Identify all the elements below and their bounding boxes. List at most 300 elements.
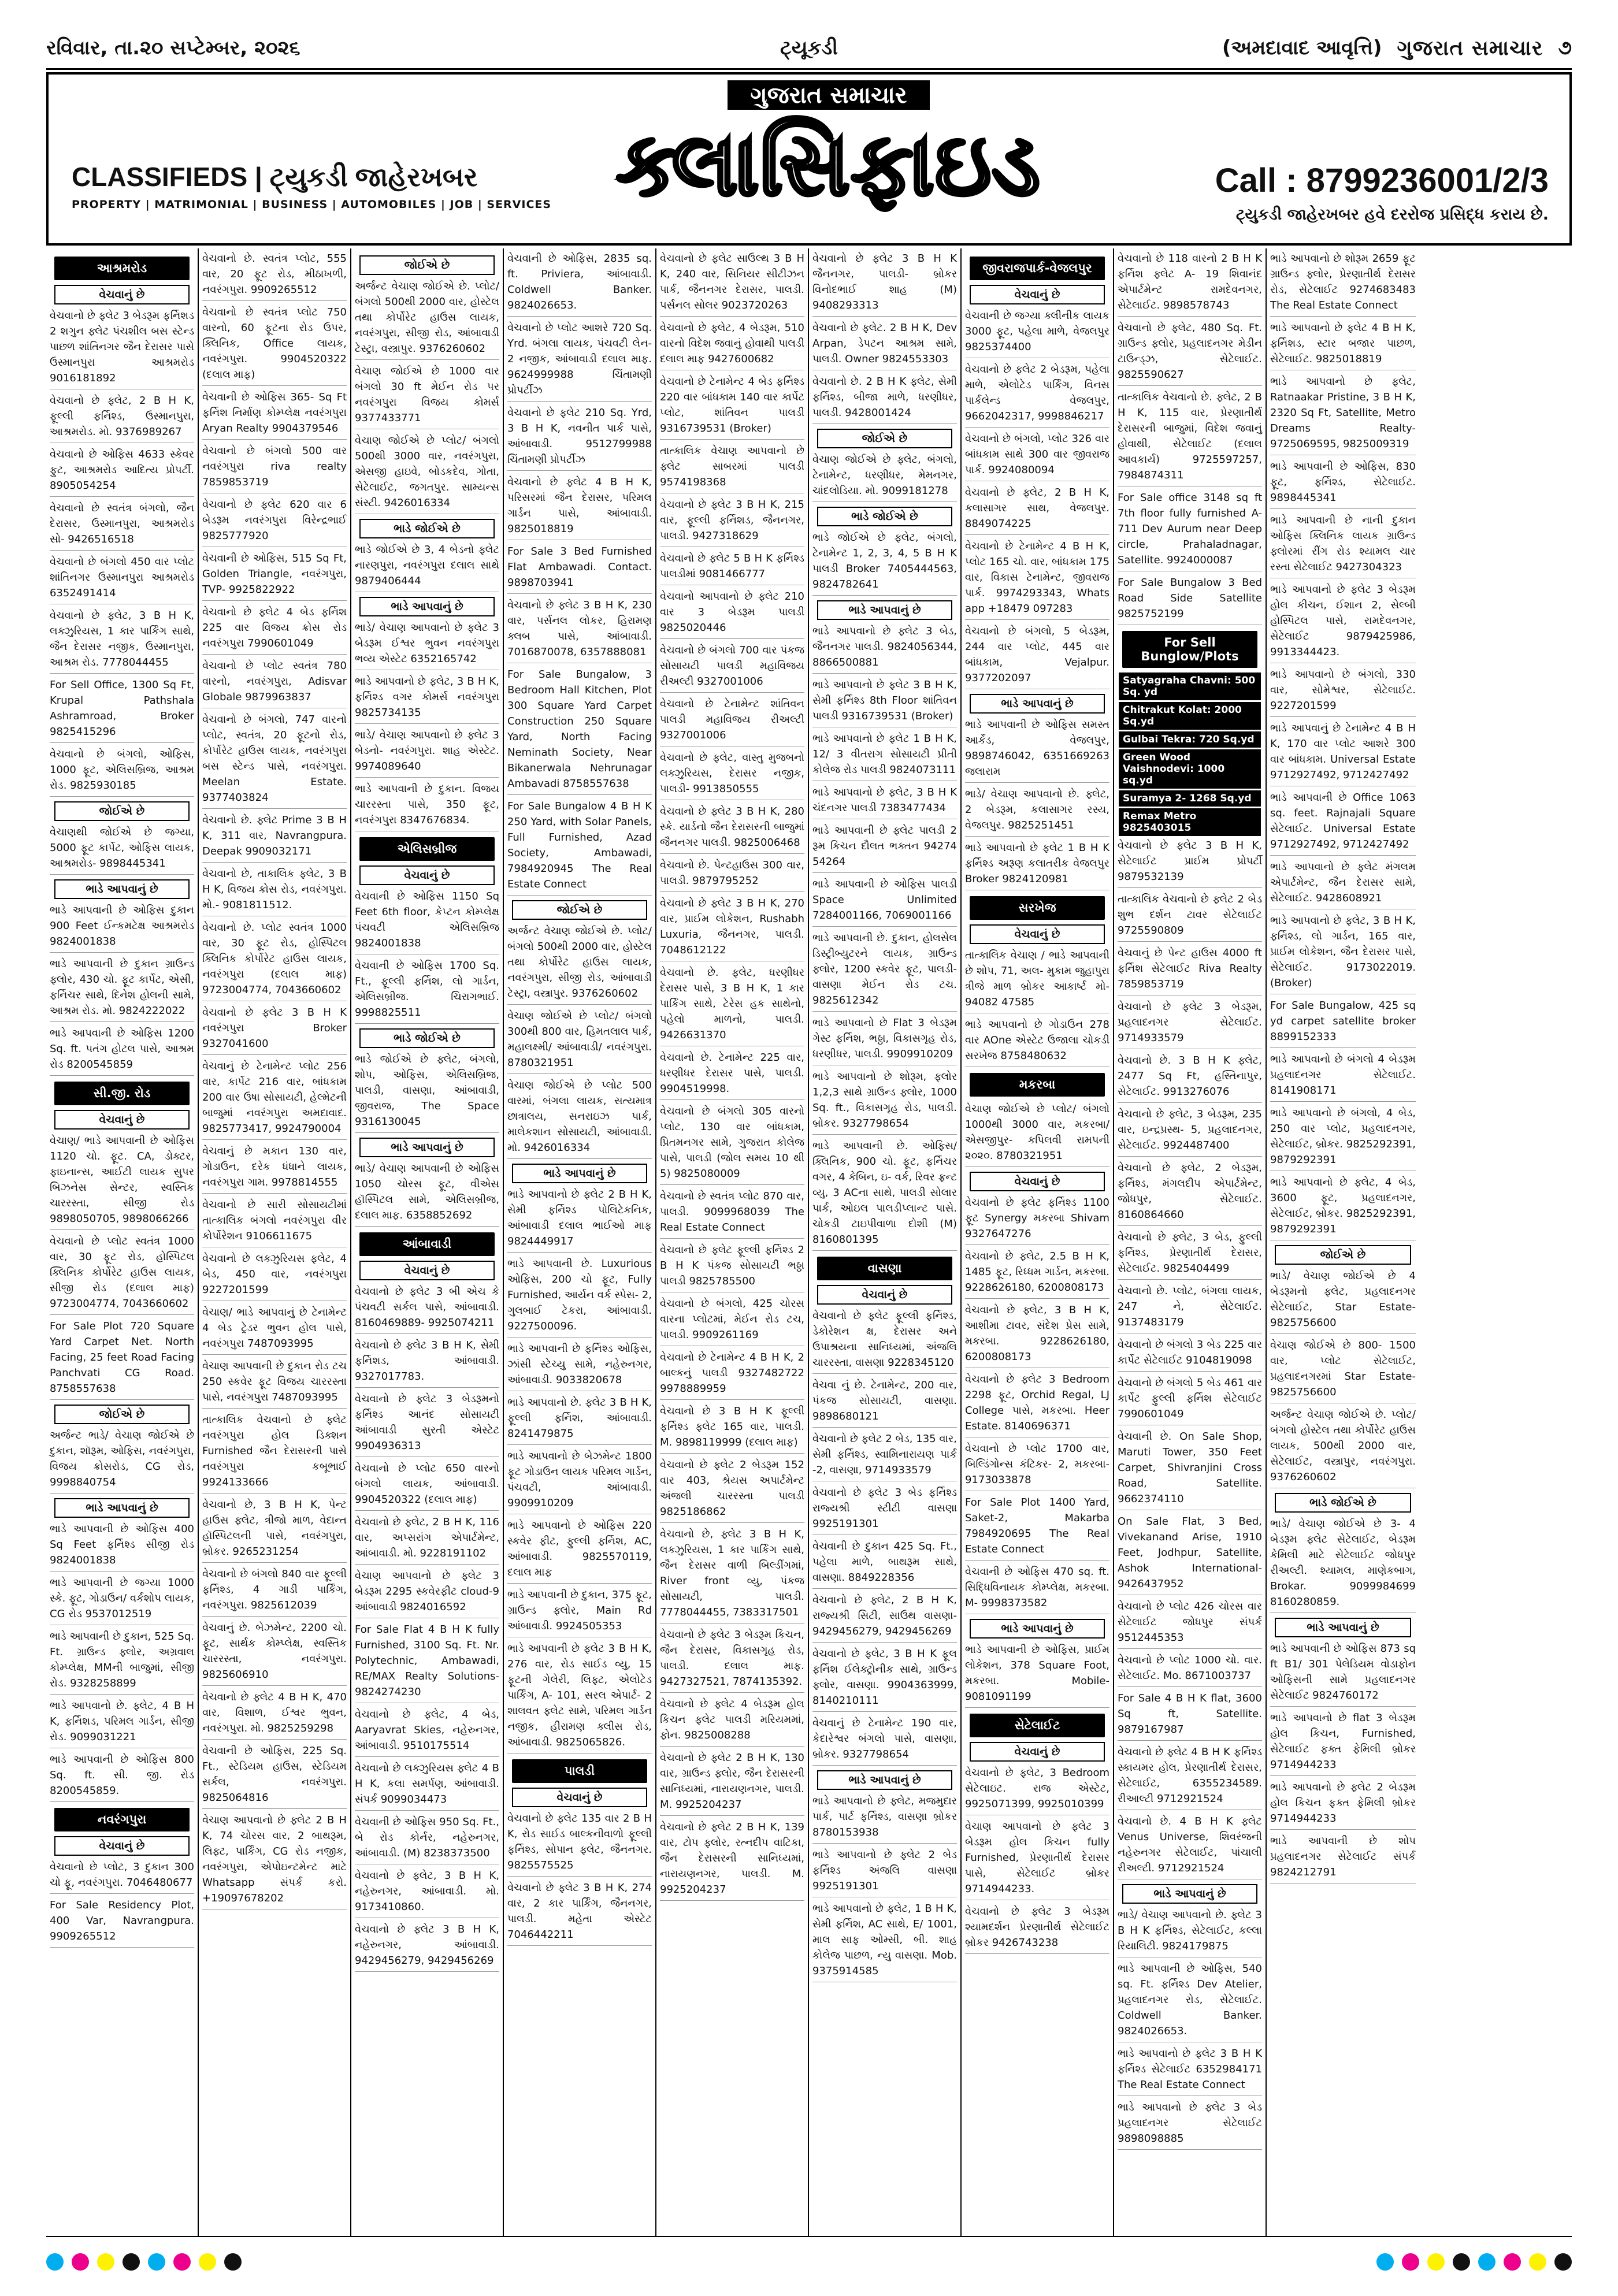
classified-ad: ભાડે જોઈએ છે ફ્લેટ, બંગલો, ટેનામેન્ટ 1, 2, 3, 4, 5 B H K પાલડી Broker 7405444563, 9824782641 (812, 530, 957, 596)
classified-ad: For Sale 4 B H K flat, 3600 Sq ft, Satellite. 9879167987 (1118, 1691, 1262, 1741)
subsection-heading: ભાડે આપવાનું છે (512, 1164, 647, 1183)
masthead-left (72, 161, 551, 211)
classified-ad: ભાડે આપવાની છે જગ્યા 1000 સ્કે. ફૂટ, ગોડાઉન/ વર્કશોપ લાયક, CG રોડ 9537012519 (50, 1575, 194, 1625)
classified-ad: ભાડે આપવાનો છે ફ્લેટ, 4 બેડ, 3600 ફૂટ, પ્રહલાદનગર, સેટેલાઈટ, બ્રોકર. 9825292391, 9879292391 (1270, 1175, 1416, 1240)
classified-ad: વેચવાનો આપવાનો છે ફ્લેટ 210 વાર 3 બેડરૂમ પાલડી 9825020446 (660, 589, 804, 639)
classified-ad: ભાડે આપવાનો છે ફ્લેટ 3 B H K, સેમી ફર્નિશ્ડ 8th Floor શાંતિવન પાલડી 9316739531 (Broker) (812, 677, 957, 727)
classified-ad: વેચવાની છે ઓફિસ, 225 Sq. Ft., સ્ટેડિયમ હાઉસ, સ્ટેડિયમ સર્કલ, નવરંગપુરા. 9825064816 (202, 1743, 347, 1809)
subsection-heading: ભાડે જોઈએ છે (1275, 1493, 1411, 1513)
classified-ad: વેચવાનો છે ફ્લેટ 3 B H K, 270 વાર, પ્રાઈમ લોકેશન, Rushabh Luxuria, જૈનનગર, પાલડી. 7048612122 (660, 896, 804, 961)
classified-ad: વેચવાનો છે. 2 B H K ફ્લેટ, સેમી ફર્નિશ્ડ, બીજા માળે, ધરણીધર, પાલડી. 9428001424 (812, 374, 957, 424)
classified-ad: ભાડે/ વેચાણ આપવાની છે ઓફિસ 1050 ચોરસ ફૂટ, વીએસ હૉસ્પિટલ સામે, એલિસબ્રીજ, દલાલ માફ. 6358852692 (355, 1161, 499, 1227)
classified-ad: ભાડે આપવાની છે. દુકાન, હોલસેલ ડિસ્ટ્રીબ્યુટરને લાયક, ગ્રાઉન્ડ ફ્લોર, 1200 સ્કવેર ફૂટ, પાલડી- વાસણા મેઈન રોડ ટચ. 9825612342 (812, 930, 957, 1012)
running-head (46, 28, 1572, 70)
classified-ad: તાત્કાલિક વેચાણ આપવાનો છે ફ્લેટ સાબરમાં પાલડી 9574198368 (660, 443, 804, 493)
classified-ad: ભાડે આપવાનો છે ફ્લેટ 3 B H K ફર્નિશ્ડ સેટેલાઈટ 6352984171 The Real Estate Connect (1118, 2046, 1262, 2096)
classified-ad: તાત્કાલિક વેચવાનો છે ફ્લેટ નવરંગપુરા હોલ ડિક્શન Furnished જૈન દેરાસરની પાસે નવરંગપુરા કબૂભાઈ 9924133666 (202, 1412, 347, 1493)
classified-ad: વેચવાનું છે ટેનામેન્ટ 190 વાર, કેદારેશ્વર બંગલો પાસે, વાસણા, બ્રોકર. 9327798654 (812, 1715, 957, 1766)
classified-ad: વેચવાનો છે ફ્લેટ 210 Sq. Yrd, 3 B H K, નવનીત પાર્ક પાસે, આંબાવાડી. 9512799988 ચિંતામણી પ્રોપર્ટીઝ (507, 405, 652, 471)
classified-ad: ભાડે આપવાનો છે ફ્લેટ, 3 B H K, ફર્નિશ્ડ વગર કોમર્સ નવરંગપુરા 9825734135 (355, 674, 499, 724)
classified-ad: વેચવાનો છે ફ્લેટ 3 Bedroom 2298 ફૂટ, Orchid Regal, LJ College પાસે, મકરબા. Heer Estate. 8140696371 (965, 1372, 1109, 1437)
classified-ad: ભાડે આપવાની છે ફ્લેટ પાલડી 2 રૂમ કિચન દૌલત ભક્તન 94274 54264 (812, 823, 957, 873)
classified-ad: વેચવાનો છે ફ્લેટ 3 બેડરૂમનો ફર્નિશ્ડ આનંદ સોસાયટી આંબાવાડી સુરતી એસ્ટેટ 9904936313 (355, 1391, 499, 1457)
classified-ad: ભાડે આપવાની છે Office 1063 sq. feet. Rajnajali Square સેટેલાઈટ. Universal Estate 9712927492, 9712427492 (1270, 790, 1416, 856)
classified-ad: વેચવાનો છે ફ્લેટ 3 બેડરૂમ, પ્રહલાદનગર સેટેલાઈટ. 9714933579 (1118, 999, 1262, 1049)
classified-ad: વેચવાનો છે. સ્વતંત્ર પ્લોટ, 555 વાર, 20 ફૂટ રોડ, મીઠાખળી, નવરંગપુરા. 9909265512 (202, 251, 347, 301)
classified-ad: વેચવાનો છે ફ્લેટ, 2 બેડરૂમ, ફર્નિશ્ડ, મંગલદીપ એપાર્ટમેન્ટ, જોધપુર, સેટેલાઈટ. 8160864660 (1118, 1160, 1262, 1226)
subsection-heading: જોઈએ છે (359, 255, 495, 275)
classified-ad: વેચવાનો છે ફ્લેટ 2 બેડરૂમ 152 વાર 403, શ્રેયસ અપાર્ટમેન્ટ અંજલી ચારરસ્તા પાલડી 9825186862 (660, 1457, 804, 1523)
classified-ad: For Sale office 3148 sq ft 7th floor fully furnished A- 711 Dev Aurum near Deep circle, Prahaladnagar, Satellite. 9924000087 (1118, 490, 1262, 571)
classified-ad: વેચવાનો છે બંગલો 700 વાર પંકજ સોસાયટી પાલડી મહાવિજય રીઅલ્ટી 9327001006 (660, 642, 804, 693)
classified-ad: વેચવાનો છે ફ્લેટ 620 વાર 6 બેડરૂમ નવરંગપુરા વિરેન્દ્રભાઈ 9825777920 (202, 497, 347, 547)
classified-ad: વેચવાનો છે ફ્લેટ. 2 B H K, Dev Arpan, ડેપટન આશ્રમ સામે, પાલડી. Owner 9824553303 (812, 320, 957, 370)
classified-ad: ભાડે જોઈએ છે ફ્લેટ, બંગલો, શોપ, ઓફિસ, એલિસબ્રિજ, પાલડી, વાસણા, આંબાવાડી, જીવરાજ, The Space 9316130045 (355, 1052, 499, 1133)
column-3 (351, 248, 504, 2236)
classifieds-title: ક્લાસિફાઇડ (616, 114, 1041, 215)
classified-ad: વેચવાનો છે. પ્લોટ સ્વતંત્ર 1000 વાર, 30 ફૂટ રોડ, હોસ્પિટલ ક્લિનિક કોર્પોરેટ હાઉસ લાયક, નવરંગપુરા (દલાલ માફ) 9723004774, 7043660602 (202, 920, 347, 1001)
registration-dot (199, 2253, 216, 2271)
classified-ad: વેચવાની છે ઓફિસ, 2835 sq. ft. Priviera, આંબાવાડી. Coldwell Banker. 9824026653. (507, 251, 652, 317)
classified-ad: વેચાણ જોઈએ છે પ્લોટ/ બંગલો 300થી 800 વાર, હિમતલાલ પાર્ક, મહાલક્ષ્મી/ આંબાવાડી/ નવરંગપુરા. 8780321951 (507, 1008, 652, 1074)
classified-ad: અર્જન્ટ વેચાણ જોઈએ છે. પ્લોટ/ બંગલો હોસ્ટેલ તથા કોર્પોરેટ હાઉસ લાયક, 500થી 2000 વાર, સેટેલાઈટ, વસ્ત્રાપુર, નવરંગપુરા. 9376260602 (1270, 1407, 1416, 1488)
page-number: ૭ (1558, 36, 1572, 60)
classifieds-label: CLASSIFIEDS | ટ્યુકડી જાહેરખબર (72, 162, 478, 192)
subsection-heading: ભાડે આપવાનું છે (817, 1770, 952, 1790)
classified-ad: વેચાણ જોઈએ છે પ્લોટ/ બંગલો 500થી 3000 વાર, નવરંગપુરા, એસજી હાઇવે, બોડકદેવ, ગોતા, સેટેલાઈટ, જગતપુર. સામ્યન્સ સંસ્ટી. 9426016334 (355, 433, 499, 514)
classified-ad: વેચવાનો છે ફ્લેટ 4 બેડ ફર્નિશ 225 વાર વિજય ક્રોસ રોડ નવરંગપુરા 7990601049 (202, 604, 347, 655)
classified-ad: ભાડે આપવાની છે ઓફિસ, 540 sq. Ft. ફર્નિશ્ડ Dev Atelier, પ્રહલાદનગર રોડ, સેટેલાઈટ. Coldwell Banker. 9824026653. (1118, 1961, 1262, 2042)
registration-dot (1427, 2253, 1445, 2271)
classified-ad: ભાડે આપવાનો છે ફ્લેટ મંગલમ એપાર્ટમેન્ટ, જૈન દેરાસર સામે, સેટેલાઈટ. 9428608921 (1270, 859, 1416, 909)
daily-note: ટ્યુકડી જાહેરખબર હવે દરરોજ પ્રસિદ્ધ કરાય છે. (1235, 206, 1549, 224)
column-9 (1267, 248, 1419, 2236)
masthead-right (1215, 161, 1549, 224)
classified-ad: ભાડે આપવાની છે ઓફિસ 400 Sq Feet ફર્નિશ્ડ સીજી રોડ 9824001838 (50, 1521, 194, 1571)
paper-name: ગુજરાત સમાચાર (1397, 35, 1543, 60)
classified-ad: વેચવાનો છે ફ્લેટ 3 B H K, સેટેલાઈટ પ્રાઈમ પ્રોપર્ટી 9879532139 (1118, 838, 1262, 888)
classified-ad: વેચવાનો છે પ્લોટ 1000 ચો. વાર. સેટેલાઈટ. Mo. 8671003737 (1118, 1652, 1262, 1687)
section-heading: આશ્રમરોડ (54, 257, 190, 280)
subsection-heading: વેચવાનું છે (970, 285, 1105, 304)
classified-ad: On Sale Flat, 3 Bed, Vivekanand Arise, 1910 Feet, Jodhpur, Satellite, Ashok International- 9426437952 (1118, 1514, 1262, 1595)
classified-ad: વેચવાનો છે ફ્લેટ સાઉલ્થ 3 B H K, 240 વાર, સિનિયર સીટીઝન પાર્ક, જૈનનગર દેરાસર, પાલડી. પર્સનલ સોલર 9023720263 (660, 251, 804, 317)
classified-ad: For Sale Bungalow, 425 sq yd carpet satellite broker 8899152333 (1270, 998, 1416, 1048)
plots-box-item: Chitrakut Kolat: 2000 Sq.yd (1119, 702, 1261, 730)
classified-ad: વેચવાનો છે ટેનામેન્ટ શાંતિવન પાલડી મહાવિજય રીઅલ્ટી 9327001006 (660, 696, 804, 746)
column-5 (656, 248, 809, 2236)
classified-ad: વેચવાનો છે પ્લોટ, 3 દુકાન 300 ચો ફૂ, નવરંગપુરા. 7046480677 (50, 1859, 194, 1894)
subsection-heading: ભાડે આપવાનું છે (817, 600, 952, 620)
classified-ad: વેચવાનો છે પ્લોટ 650 વારનો બંગલો લાયક, આંબાવાડી. 9904520322 (દલાલ માફ) (355, 1461, 499, 1511)
section-heading: સી.જી. રોડ (54, 1082, 190, 1105)
classified-ad: વેચવાનો છે ફ્લેટ, 2 B H K, 116 વાર, અપ્સરાંગ એપાર્ટમેન્ટ, આંબાવાડી. મો. 9228191102 (355, 1514, 499, 1565)
classified-ad: For Sale Flat 4 B H K fully Furnished, 3100 Sq. Ft. Nr. Polytechnic, Ambawadi, RE/MAX Realty Solutions- 9824274230 (355, 1622, 499, 1703)
classified-ad: ભાડે આપવાનું છે ટેનામેન્ટ 4 B H K, 170 વાર પ્લોટ આશરે 300 વાર બાંધકામ. Universal Estate 9712927492, 9712427492 (1270, 720, 1416, 786)
classified-ad: ભાડે આપવાનો છે Flat 3 બેડરૂમ ગેસ્ટ ફર્નિશ, ભઠ્ઠા, વિકાસગૃહ રોડ, ધરણીધર, પાલડી. 9909910209 (812, 1015, 957, 1065)
classified-ad: ભાડે આપવાનો છે ફ્લેટ 2 B H K, સેમી ફર્નિશ્ડ પોલિટેકનિક, આંબાવાડી દલાલ ભાઈઓ માફ 9824449917 (507, 1187, 652, 1253)
classified-ad: વેચવાનો છે પ્લોટ આશરે 720 Sq. Yrd. બંગલા લાયક, પંચવટી લેન- 2 નજીક, આંબાવાડી દલાલ માફ. 9624999988 ચિંતામણી પ્રોપર્ટીઝ (507, 320, 652, 402)
classified-ad: વેચવાનો છે ટેનામેન્ટ 4 બેડ ફર્નિશ્ડ 220 વાર બાંધકામ 140 વાર કાર્પેટ પ્લોટ, શાંતિવન પાલડી 9316739531 (Broker) (660, 374, 804, 440)
classified-ad: ભાડે આપવાની છે. Luxurious ઓફિસ, 200 ચો ફૂટ, Fully Furnished, આર્યન વર્ક સ્પેસ- 2, ગુલબાઈ ટેકરા, આંબાવાડી. 9227500096. (507, 1256, 652, 1338)
classified-ad: વેચવાનો છે. ફ્લેટ Prime 3 B H K, 311 વાર, Navrangpura. Deepak 9909032171 (202, 812, 347, 863)
subsection-heading: વેચવાનું છે (970, 924, 1105, 944)
registration-dot (1453, 2253, 1470, 2271)
classified-ad: વેચવાનો છે ફ્લેટ 2 બેડ, 135 વાર, સેમી ફર્નિશ્ડ, સ્વામિનારાયણ પાર્ક -2, વાસણા, 9714933579 (812, 1431, 957, 1481)
classified-ad: ભાડે આપવાનો છે ફ્લેટ 1 B H K ફર્નિશ્ડ અરૂણ કલાતરીક વેજલપુર Broker 9824120981 (965, 840, 1109, 890)
classified-ad: ભાડે આપવાની છે ઓફિસ, પ્રાઈમ લોકેશન, 378 Square Foot, મકરબા. Mobile- 9081091199 (965, 1642, 1109, 1708)
classified-ad: વેચવાનો છે ફ્લેટ 5 B H K ફર્નિશ્ડ પાલડીમાં 9081466777 (660, 551, 804, 585)
classified-ad: ભાડે/ વેચાણ આપવાનો છે ફ્લેટ 3 બેડરૂમ ઈશ્વર ભુવન નવરંગપુરા ભવ્ય એસ્ટેટ 6352165742 (355, 620, 499, 670)
classified-ad: વેચવાનો છે ફ્લેટ 4 B H K ફર્નિશ્ડ સ્કાયમર હોલ, પ્રેરણાતીર્થ દેરાસર, સેટેલાઈટ, 6355234589. રીઆલ્ટી 9712921524 (1118, 1744, 1262, 1810)
subsection-heading: જોઈએ છે (512, 900, 647, 920)
classified-ad: ભાડે જોઈએ છે 3, 4 બેડનો ફ્લેટ નારણપુરા, નવરંગપુરા દલાલ સાથે 9879406444 (355, 542, 499, 592)
subsection-heading: વેચવાનું છે (359, 1261, 495, 1280)
classified-ad: વેચવાનો છે 3 B H K ફૂલ્લી ફર્નિશ્ડ ફ્લેટ 165 વાર, પાલડી. M. 9898119999 (દલાલ માફ) (660, 1403, 804, 1454)
subsection-heading: વેચવાનું છે (54, 1836, 190, 1856)
classified-ad: ભાડે આપવાનો છે ફ્લેટ 4 B H K, ફર્નિશડ, સ્ટાર બજાર પાછળ, સેટેલાઈટ. 9825018819 (1270, 320, 1416, 370)
registration-dot (1504, 2253, 1521, 2271)
classified-ad: વેચવાનો છે પ્લોટ 1700 વાર, બિલ્ડિંગોન્સ કંટિકર- 2, મકરબા- 9173033878 (965, 1441, 1109, 1491)
classified-ad: વેચવાની છે. On Sale Shop, Maruti Tower, 350 Feet Carpet, Shivranjini Cross Road, Satellite. 9662374110 (1118, 1429, 1262, 1510)
running-head-right (1222, 36, 1572, 61)
classified-ad: અર્જન્ટ ભાડે/ વેચાણ જોઈએ છે દુકાન, શૉરૂમ, ઓફિસ, નવરંગપુરા, વિજય ક્રોસરોડ, CG રોડ, 9998840754 (50, 1428, 194, 1493)
issue-date: રવિવાર, તા.૨૦ સપ્ટેમ્બર, ૨૦૨૬ (46, 36, 300, 60)
classified-ad: ભાડે આપવાની છે ઓફિસ પાલડી Space Unlimited 7284001166, 7069001166 (812, 876, 957, 927)
classified-ad: વેચવાનો છે ફ્લેટ 2 B H K, 139 વાર, ટોપ ફ્લોર, રત્નદીપ વાટિકા, જૈન દેરાસરની સાનિધ્યમાં, નારાયણનગર, પાલડી. M. 9925204237 (660, 1819, 804, 1901)
classified-ad: વેચવાનો છે ફ્લેટ ફૂલ્લી ફર્નિશ્ડ 2 B H K પંકજ સોસાયટી ભઠ્ઠા પાલડી 9825785500 (660, 1242, 804, 1292)
classified-ad: તાત્કાલિક વેચવાનો છે ફ્લેટ 2 બેડ શુભ દર્શન ટાવર સેટેલાઈટ 9725590809 (1118, 891, 1262, 942)
section-heading: સેટેલાઈટ (970, 1714, 1105, 1737)
classified-ad: વેચવાનો છે બંગલો 5 બેડ 461 વાર કાર્પેટ ફુલ્લી ફર્નિશ સેટેલાઈટ 7990601049 (1118, 1375, 1262, 1425)
classified-ad: વેચવાનો છે બંગલો, 5 બેડરૂમ, 244 વાર પ્લોટ, 445 વાર બાંધકામ, Vejalpur. 9377202097 (965, 623, 1109, 689)
edition-label: (અમદાવાદ આવૃત્તિ) (1222, 36, 1382, 60)
registration-dot (1402, 2253, 1419, 2271)
classified-ad: વેચવાનો છે ફ્લેટ 2 B H K, 130 વાર, ગ્રાઉન્ડ ફ્લોર, જૈન દેરાસરની સાનિધ્યમાં, નારાયણનગર, પાલડી. M. 9925204237 (660, 1750, 804, 1816)
registration-dot (97, 2253, 114, 2271)
classified-ad: For Sell Office, 1300 Sq Ft, Krupal Pathshala Ashramroad, Broker 9825415296 (50, 677, 194, 743)
classified-ad: વેચવાનો છે ફ્લેટ, 3 B H K ફૂલ ફર્નિશ ઈલેક્ટ્રોનીક સાથે, ગ્રાઉન્ડ ફ્લોર, વાસણા. 9904363999, 8140210111 (812, 1646, 957, 1712)
classified-ad: વેચવાનો છે પ્લોટ 426 ચોરસ વાર સેટેલાઈટ જોધપુર સંપર્ક 9512445353 (1118, 1599, 1262, 1649)
classified-ad: તાત્કાલિક વેચાણ / ભાડે આપવાની છે શોપ, 71, અલ- મુકામ જુહાપુરા ત્રીજે માળ બ્રોકર આકાર્ષ્ટ મો- 94082 47585 (965, 948, 1109, 1013)
subsection-heading: વેચવાનું છે (817, 1285, 952, 1305)
classified-ad: ભાડે આપવાનો છે શોરૂમ, ફ્લોર 1,2,3 સાથે ગ્રાઉન્ડ ફ્લોર, 1000 Sq. ft., વિકાસગૃહ રોડ, પાલડી. બ્રોકર. 9327798654 (812, 1069, 957, 1135)
classified-ad: વેચવાનો છે બંગલો 450 વાર પ્લોટ શાંતિનગર ઉસ્માનપુરા આશ્રમરોડ 6352491414 (50, 554, 194, 604)
classified-ad: વેચવાનો છે ફ્લેટ ફર્નિશ્ડ 1100 ફૂટ Synergy મકરબા Shivam 9327647276 (965, 1195, 1109, 1245)
classified-ad: For Sale Plot 1400 Yard, Saket-2, Makarba 7984920695 The Real Estate Connect (965, 1495, 1109, 1561)
category-list: PROPERTY | MATRIMONIAL | BUSINESS | AUTOMOBILES | JOB | SERVICES (72, 198, 552, 211)
classified-ad: વેચવાનો છે ફ્લેટ 3 B H K, 230 વાર, પર્સનલ લોકર, હિરામણ ક્લબ પાસે, આંબાવાડી. 7016870078, 6357888081 (507, 597, 652, 663)
classified-ad: વેચવાનો છે ફ્લેટ 3 બેડરૂમ કિચન, જૈન દેરાસર, વિકાસગૃહ રોડ, પાલડી. દલાલ માફ. 9427327521, 7874135392. (660, 1627, 804, 1693)
classified-ad: For Sale Plot 720 Square Yard Carpet Net. North Facing, 25 feet Road Facing Panchvati CG Road. 8758557638 (50, 1318, 194, 1400)
classified-ad: ભાડે આપવાનો છે ફ્લેટ, મજમુદાર પાર્ક, પાર્ટ ફર્નિશ્ડ, વાસણા બ્રોકર 8780153938 (812, 1793, 957, 1844)
classified-ad: ભાડે આપવાનો છે ફ્લેટ, 3 B H K ચંદનગર પાલડી 7383477434 (812, 785, 957, 819)
classified-ad: ભાડે આપવાનો છે ફ્લેટ, Ratnaakar Pristine, 3 B H K, 2320 Sq Ft, Satellite, Metro Dreams Realty- 9725069595, 9825009319 (1270, 374, 1416, 455)
classified-ad: ભાડે આપવાની છે દુકાન ગ્રાઉન્ડ ફ્લોર, 430 ચો. ફૂટ કાર્પેટ, એસી, ફર્નિચર સાથે, દિનેશ હોલની સામે, આશ્રમ રોડ. મો. 9824222022 (50, 956, 194, 1022)
classified-ad: વેચવાની છે ઓફિસ 950 Sq. Ft., બે રોડ કોર્નર, નહેરુનગર, આંબાવાડી. (M) 8238373500 (355, 1814, 499, 1864)
classified-ad: વેચવાની છે ઓફિસ 365- Sq Ft ફર્નિશ નિર્માણ કોમ્પ્લેક્ષ નવરંગપુરા Aryan Realty 9904379546 (202, 389, 347, 440)
classified-ad: વેચવાનું છે. બેઝમેન્ટ, 2200 ચો. ફૂટ, સાર્થક કોમ્પ્લેક્ષ, સ્વસ્તિક ચારરસ્તા, નવરંગપુરા. 9825606910 (202, 1620, 347, 1686)
classified-ad: વેચવાનું છે પેન્ટ હાઉસ 4000 ft ફર્નિશ સેટેલાઈટ Riva Realty 7859853719 (1118, 945, 1262, 995)
classified-ad: વેચવાનો છે ફ્લેટ 3 B H K, 274 વાર, 2 કાર પાર્કિંગ, જૈનનગર, પાલડી. મહેતા એસ્ટેટ 7046442211 (507, 1880, 652, 1946)
classified-ad: ભાડે આપવાની છે ઓફિસ 1200 Sq. ft. પતંગ હોટલ પાસે, આશ્રમ રોડ 8200545859 (50, 1026, 194, 1076)
registration-dot (224, 2253, 242, 2271)
registration-marks-left (46, 2253, 242, 2271)
subsection-heading: વેચવાનું છે (970, 1742, 1105, 1762)
section-heading: For Sell Bunglow/Plots (1122, 631, 1257, 668)
classified-ad: વેચવાનો છે પ્લોટ સ્વતંત્ર 780 વારનો, નવરંગપુરા, Adisvar Globale 9879963837 (202, 658, 347, 708)
plots-box-item: Remax Metro 9825403015 (1119, 808, 1261, 836)
classified-ad: ભાડે આપવાનો છે. ફ્લેટ 3 B H K, ફૂલ્લી ફર્નિશ, આંબાવાડી. 8241479875 (507, 1395, 652, 1445)
classified-ad: વેચવાનો છે સ્વતંત્ર પ્લોટ 870 વાર, પાલડી. 9099968039 The Real Estate Connect (660, 1188, 804, 1239)
section-heading: એલિસબ્રીજ (359, 837, 495, 861)
classified-ad: ભાડે આપવાની છે ફ્લેટ 3 B H K, 276 વાર, રોડ સાઈડ વ્યુ, 15 ફૂટની ગેલેરી, લિફ્ટ, એલોટેડ પાર્કિંગ, A- 101, સરલ એપાર્ટ- 2 શાલવત ફ્લેટ સામે, પરિમલ ગાર્ડન નજીક, હીરામણ ક્લીસ રોડ, આંબાવાડી. 9825065826. (507, 1641, 652, 1753)
classified-ad: વેચવાનો છે ફ્લેટ, 4 બેડ, Aaryavrat Skies, નહેરુનગર, આંબાવાડી. 9510175514 (355, 1707, 499, 1757)
column-4 (504, 248, 656, 2236)
classified-ad: ભાડે આપવાની છે દુકાન, 375 ફૂટ, ગ્રાઉન્ડ ફ્લોર, Main Rd આંબાવાડી. 9924505353 (507, 1587, 652, 1637)
section-heading: વાસણા (817, 1257, 952, 1280)
classified-ad: વેચવાનો છે બંગલો, 425 ચોરસ વારના પ્લોટમાં, મેઈન રોડ ટચ, પાલડી. 9909261169 (660, 1296, 804, 1346)
call-number: Call : 8799236001/2/3 (1215, 162, 1549, 199)
classified-ad: વેચવાનો છે ફ્લેટ 3 B H K નવરંગપુરા Broker 9327041600 (202, 1005, 347, 1055)
column-2 (199, 248, 351, 2236)
classified-ad: વેચવાનો છે ફ્લેટ 3 B H K જૈનનગર, પાલડી- બ્રોકર વિનોદભાઈ શાહ (M) 9408293313 (812, 251, 957, 317)
classified-ad: વેચવાનો છે ફ્લેટ 3 બી એચ કે પંચવટી સર્કલ પાસે, આંબાવાડી. 8160469889- 9925074211 (355, 1284, 499, 1334)
classified-ad: ભાડે આપવાનો છે. ફ્લેટ, 4 B H K, ફર્નિશડ, પરિમલ ગાર્ડન, સીજી રોડ. 9099031221 (50, 1698, 194, 1748)
classified-ad: વેચવાનો છે ફ્લેટ, 2 B H K, કલાસાગર સાથ, વેજલપુર. 8849074225 (965, 485, 1109, 535)
classified-ad: વેચવાનો છે ફ્લેટ, વાસ્તુ મુજબનો લક્ઝુરિયસ, દેરાસર નજીક, પાલડી- 9913850555 (660, 750, 804, 800)
section-heading: જીવરાજપાર્ક-વેજલપુર (970, 257, 1105, 280)
subsection-heading: જોઈએ છે (54, 801, 190, 821)
classified-ad: ભાડે/ વેચાણ આપવાનો છે. ફ્લેટ, 2 બેડરૂમ, કલાસાગર રસ્ય, વેજલપુર. 9825251451 (965, 786, 1109, 837)
subsection-heading: વેચવાનું છે (970, 1172, 1105, 1191)
subsection-heading: ભાડે આપવાનું છે (359, 597, 495, 616)
classifieds-masthead (46, 72, 1572, 246)
classified-ad: વેચવાનો છે ટેનામેન્ટ 4 B H K, પ્લોટ 165 ચો. વાર, બાંધકામ 175 વાર, વિકાસ ટેનામેન્ટ, જીવરાજ પાર્ક. 9974293343, Whats app +18479 097283 (965, 538, 1109, 620)
classified-ad: ભાડે આપવાનો છે ફ્લેટ 3 બેડ પ્રહલાદનગર સેટેલાઈટ 9898098885 (1118, 2100, 1262, 2150)
classified-ad: ભાડે આપવાનો છે ઓફિસ 220 સ્કવેર ફીટ, ફુલ્લી ફર્નિશ, AC, આંબાવાડી. 9825570119, દલાલ માફ (507, 1518, 652, 1584)
classified-ad: ભાડે આપવાની છે. ઓફિસ/ ક્લિનિક, 900 ચો. ફૂટ, ફર્નિચર વગર, 4 કેબિન, ઇ- વર્ક, રિવર ફ્રન્ટ વ્યુ, 3 ACના સાથે, પાલડી સોલાર પાર્ક, ઓઇલ પાલડીપ્લાન્ટ પાસે. ચોકડી ટાઇપીવાળા દોશી (M) 8160801395 (812, 1138, 957, 1251)
classified-ad: વેચવાનો છે ફ્લેટ 4 બેડરૂમ હોલ કિચન ફ્લેટ પાલડી મરિયમમાં, ફોન. 9825008288 (660, 1696, 804, 1747)
column-1 (46, 248, 199, 2236)
plots-box-item: Gulbai Tekra: 720 Sq.yd (1119, 731, 1261, 748)
classified-ad: વેચવાનો છે સારી સોસાયટીમાં તાત્કાલિક બંગલો નવરંગપુરા વીર કોર્પોરેશન 9106611675 (202, 1197, 347, 1247)
classified-ad: વેચાણ/ ભાડે આપવાની છે ઓફિસ 1120 ચો. ફૂટ. CA, ડોક્ટર, ફાઇનાન્સ, આઈટી લાયક સુપર બિઝનેસ સેન્ટર, સ્વસ્તિક ચારરસ્તા, સીજી રોડ 9898050705, 9898066266 (50, 1133, 194, 1230)
classified-ad: વેચવાનો છે ફ્લેટ, 2.5 B H K, 1485 ફૂટ, રિધ્ધમ ગાર્ડન, મકરબા. 9228626180, 6200808173 (965, 1249, 1109, 1299)
subsection-heading: જોઈએ છે (1275, 1245, 1411, 1265)
plots-box-list (1118, 673, 1262, 836)
section-heading: મકરબા (970, 1073, 1105, 1097)
classified-ad: ભાડે આપવાનો છે ગોડાઉન 278 વાર AOne એસ્ટેટ ઉજાલા ચોકડી સરખેજ 8758480632 (965, 1017, 1109, 1067)
subsection-heading: વેચવાનું છે (54, 1110, 190, 1130)
classified-ad: વેચાણ આપવાનો છે ફ્લેટ 2 B H K, 74 ચોરસ વાર, 2 બાથરૂમ, લિફ્ટ, પાર્કિંગ, CG રોડ નજીક, નવરંગપુરા, એપોઇન્ટમેન્ટ માટે Whatsapp સંપર્ક કરો. +19097678202 (202, 1812, 347, 1909)
classified-ad: વેચવાની છે ઓફિસ, 515 Sq Ft, Golden Triangle, નવરંગપુરા, TVP- 9925822922 (202, 551, 347, 601)
classified-ad: ભાડે આપવાનો છે ફ્લેટ, 3 B H K, ફર્નિશ્ડ, લો ગાર્ડન, 165 વાર, પ્રાઈમ લોકેશન, જૈન દેરાસર પાસે, સેટેલાઈટ. 9173022019. (Broker) (1270, 913, 1416, 994)
classified-ad: વેચવાનો છે બંગલો 840 વાર ફૂલ્લી ફર્નિશ્ડ, 4 ગાડી પાર્કિંગ, નવરંગપુરા. 9825612039 (202, 1566, 347, 1617)
column-6 (809, 248, 962, 2236)
classified-ad: વેચાણ/ ભાડે આપવાનું છે ટેનામેન્ટ 4 બેડ ટ્રેડર ભુવન હોલ પાસે, નવરંગપુરા 7487093995 (202, 1305, 347, 1355)
section-heading: પાલડી (512, 1759, 647, 1783)
subsection-heading: ભાડે આપવાનું છે (54, 1498, 190, 1518)
plots-box-item: Satyagraha Chavni: 500 Sq. yd (1119, 673, 1261, 700)
subsection-heading: જોઈએ છે (817, 429, 952, 448)
plots-box-item: Green Wood Vaishnodevi: 1000 sq.yd (1119, 749, 1261, 789)
classified-ad: વેચવાનો છે ફ્લેટ, 3 Bedroom સેટેલાઇટ. રાજ એસ્ટેટ, 9925071399, 9925010399 (965, 1765, 1109, 1815)
classified-ad: વેચવાનો છે લક્ઝુરિયસ ફ્લેટ 4 B H K, કલા સમર્પણ, આંબાવાડી. સંપર્ક 9099034473 (355, 1760, 499, 1811)
classified-ad: ભાડે આપવાની છે નાની દુકાન ઓફિસ ક્લિનિક લાયક ગ્રાઉન્ડ ફ્લોરમાં રીંગ રોડ શ્યામલ ચાર રસ્તા સેટેલાઈટ 9427304323 (1270, 512, 1416, 578)
classified-ad: ભાડે આપવાની છે ઓફિસ દુકાન 900 Feet ઈન્કમટેક્ષ આશ્રમરોડ 9824001838 (50, 902, 194, 953)
registration-dot (1478, 2253, 1495, 2271)
subsection-heading: વેચવાનું છે (54, 285, 190, 304)
classified-ad: ભાડે/ વેચાણ આપવાનો છે ફ્લેટ 3 બેડનો- નવરંગપુરા. શાહ એસ્ટેટ. 9974089640 (355, 727, 499, 778)
classified-ad: વેચવાનો છે સ્વતંત્ર પ્લોટ 750 વારનો, 60 ફૂટના રોડ ઉપર, ક્લિનિક, Office લાયક, નવરંગપુરા. 9904520322 (દલાલ માફ) (202, 304, 347, 386)
section-name: ટ્યૂકડી (780, 36, 838, 60)
classified-ad: વેચવાનો છે ફ્લેટ, 480 Sq. Ft. ગ્રાઉન્ડ ફ્લોર, પ્રહલાદનગર મેડીન ટાઉન્ડ્ઝ, સેટેલાઈટ. 9825590627 (1118, 320, 1262, 386)
classified-ad: ભાડે આપવાનો છે ફ્લેટ, 1 B H K, સેમી ફર્નિશ, AC સાથે, E/ 1001, માલ સાફ ઓમ્સી, બી. શાહ કોલેજ પાછળ, ન્યુ વાસણા. Mob. 9375914585 (812, 1901, 957, 1982)
classified-ad: વેચવાની છે ઓફિસ 1150 Sq Feet 6th floor, કેપ્ટન કોમ્પ્લેક્ષ પંચવટી એલિસબ્રિજ 9824001838 (355, 889, 499, 954)
classified-ad: ભાડે આપવાનો છે શોરૂમ 2659 ફૂટ ગ્રાઉન્ડ ફ્લોર, પ્રેરણાતીર્થ દેરાસર રોડ, સેટેલાઈટ 9274683483 The Real Estate Connect (1270, 251, 1416, 317)
registration-dot (1554, 2253, 1572, 2271)
classified-ad: ભાડે આપવાની છે ફર્નિશ્ડ ઓફિસ, ઝાંસી સ્ટેચ્યુ સામે, નહેરુનગર, આંબાવાડી. 9033820678 (507, 1341, 652, 1391)
subsection-heading: ભાડે આપવાનું છે (1122, 1884, 1257, 1904)
classified-ad: વેચાણ જોઈએ છે પ્લોટ 500 વારમાં, બંગલા લાયક, સત્યમાત્ર છાત્રાલય, સનરાઇઝ પાર્ક, માલેકશાન સોસાયટી, આંબાવાડી. મો. 9426016334 (507, 1078, 652, 1159)
classified-ad: વેચાણ જોઈએ છે પ્લોટ/ બંગલો 1000થી 3000 વાર, મકરબા/ એસજીપુર- કપિલવી રામપની ૨૦૨૦. 8780321951 (965, 1101, 1109, 1167)
classified-ad: વેચવાનો છે ફ્લેટ, 3 બેડરૂમ, 235 વાર, ઇન્દ્રપ્રસ્થ- 5, પ્રહલાદનગર, સેટેલાઈટ. 9924487400 (1118, 1106, 1262, 1157)
classified-ad: વેચવાનો છે. 4 B H K ફ્લેટ Venus Universe, શિવરંજની નહેરુનગર સેટેલાઈટ, પાંચાલી રીઅલ્ટી. 9712921524 (1118, 1814, 1262, 1879)
classified-ad: વેચવાનો છે. 3 B H K ફ્લેટ, 2477 Sq Ft, હસ્તિનાપુર, સેટેલાઈટ. 9913276076 (1118, 1053, 1262, 1103)
classified-ad: વેચવા નું છે. ટેનામેન્ટ, 200 વાર, પંકજ સોસાયટી, વાસણા. 9898680121 (812, 1377, 957, 1428)
registration-dot (46, 2253, 64, 2271)
classified-ad: For Sale Residency Plot, 400 Var, Navrangpura. 9909265512 (50, 1897, 194, 1948)
classified-ad: વેચાણ જોઈએ છે 1000 વાર બંગલો 30 ft મેઈન રોડ પર નવરંગપુરા વિજય કોમર્સ 9377433771 (355, 363, 499, 429)
classified-ad: વેચવાની છે જગ્યા ક્લીનીક લાયક 3000 ફૂટ, પહેલા માળે, વેજલપુર 9825374400 (965, 308, 1109, 358)
classified-ad: વેચવાનો છે બંગલો 3 બેડ 225 વાર કાર્પેટ સેટેલાઈટ 9104819098 (1118, 1337, 1262, 1372)
brand-strip: ગુજરાત સમાચાર (728, 80, 930, 110)
classified-ad: For Sale Bungalow 4 B H K 250 Yard, with Solar Panels, Full Furnished, Azad Society, Ambawadi, 7984920945 The Real Estate Connect (507, 798, 652, 896)
classified-ad: વેચવાનો છે 118 વારનો 2 B H K ફર્નિશ ફ્લેટ A- 19 શિવાનંદ એપાર્ટમેન્ટ રામદેવનગર, સેટેલાઈટ. 9898578743 (1118, 251, 1262, 317)
classified-ad: ભાડે/ વેચાણ આપવાનો છે. ફ્લેટ 3 B H K ફર્નિશ્ડ, સેટેલાઈટ, કલ્લા રિયાલિટી. 9824179875 (1118, 1907, 1262, 1957)
classified-ad: ભાડે આપવાનો છે બેઝમેન્ટ 1800 ફૂટ ગોડાઉન લાયક પરિમલ ગાર્ડન, પંચવટી, આંબાવાડી. 9909910209 (507, 1448, 652, 1514)
classified-ad: ભાડે આપવાનો છે ફ્લેટ 3 બેડરૂમ હોલ કીચન, ઈશાન 2, સેલ્બી હોસ્પિટલ પાસે, રામદેવનગર, સેટેલાઈટ 9879425986, 9913344423. (1270, 582, 1416, 663)
subsection-heading: ભાડે જોઈએ છે (359, 1028, 495, 1048)
classified-ad: વેચવાની છે દુકાન 425 Sq. Ft., પહેલા માળે, બાથરૂમ સાથે, વાસણા. 8849228356 (812, 1539, 957, 1589)
column-7 (962, 248, 1114, 2236)
registration-dot (1376, 2253, 1394, 2271)
classified-ad: વેચવાનો છે ફ્લેટ, 3 બેડ, ફુલ્લી ફર્નિશ્ડ, પ્રેરણાતીર્થ દેરાસર, સેટેલાઈટ. 9825404499 (1118, 1229, 1262, 1280)
classified-ad: વેચાણ આપવાની છે દુકાન રોડ ટચ 250 સ્કવેર ફૂટ વિજય ચારરસ્તા પાસે, નવરંગપુરા 7487093995 (202, 1358, 347, 1409)
classified-ad: વેચવાનો છે ફ્લેટ 4 B H K, પરિસરમાં જૈન દેરાસર, પરિમલ ગાર્ડન પાસે, આંબાવાડી. 9825018819 (507, 474, 652, 540)
classified-ad: અર્જન્ટ વેચાણ જોઈએ છે. પ્લોટ/ બંગલો 500થી 2000 વાર, હોસ્ટેલ તથા કોર્પોરેટ હાઉસ લાયક, નવરંગપુરા, સીજી રોડ, આંબાવાડી ટેસ્ટ્રા, વસ્ત્રાપુર. 9376260602 (355, 278, 499, 360)
classified-ad: ભાડે આપવાનો છે બંગલો, 4 બેડ, 250 વાર પ્લોટ, પ્રહલાદનગર, સેટેલાઈટ, બ્રોકર. 9825292391, 9879292391 (1270, 1105, 1416, 1171)
classified-ad: વેચવાનો છે ફ્લેટ, 2 B H K, રાજ્યશ્રી સિટી, સાઉથ વાસણા- 9429456279, 9429456269 (812, 1592, 957, 1643)
column-8 (1114, 248, 1267, 2236)
classified-ad: વેચવાનો છે ફ્લેટ 3 બેડ ફર્નિશ્ડ રાજ્યશ્રી સ્ટીટી વાસણા 9925191301 (812, 1485, 957, 1535)
classified-ad: વેચવાનો છે ફ્લેટ 135 વાર 2 B H K, રોડ સાઈડ બાલ્કનીવાળો ફૂલ્લી ફર્નિશ્ડ, સોપાન ફ્લેટ, જૈનનગર. 9825575525 (507, 1811, 652, 1877)
classified-ad: For Sale Bungalow, 3 Bedroom Hall Kitchen, Plot 300 Square Yard Carpet Construction 250 Square Yard, North Facing Neminath Society, Near Bikanerwala Nehrunagar Ambavadi 8758557638 (507, 667, 652, 795)
classified-ad: ભાડે આપવાની છે દુકાન. વિજય ચારરસ્તા પાસે, 350 ફૂટ, નવરંગપુરા 8347676834. (355, 781, 499, 831)
classified-ad: વેચાણ આપવાનો છે ફ્લેટ 3 બેડરૂમ હોલ કિચન fully Furnished, પ્રેરણાતીર્થ દેરાસર પાસે, સેટેલાઈટ બ્રોકર 9714944233. (965, 1819, 1109, 1900)
classified-ad: વેચવાનો છે બંગલો, 747 વારનો પ્લોટ, સ્વતંત્ર, 20 ફૂટનો રોડ, કોર્પોરેટ હાઉસ લાયક, નવરંગપુરા બસ સ્ટેન્ડ પાસે, નવરંગપુરા. Meelan Estate. 9377403824 (202, 712, 347, 809)
classified-ad: વેચવાનું છે ટેનામેન્ટ પ્લોટ 256 વાર, કાર્પેટ 216 વાર, બાંધકામ 200 વાર ઉષા સોસાયટી, હેલ્મેટની બાજુમાં નવરંગપુરા અમદાવાદ. 9825773417, 9924790004 (202, 1058, 347, 1140)
classified-ad: વેચવાનો છે, તાકાલિક ફ્લેટ, 3 B H K, વિજય ક્રોસ રોડ, નવરંગપુરા. મો.- 9081811512. (202, 866, 347, 916)
registration-dot (123, 2253, 140, 2271)
classified-ad: વેચવાનો છે, 3 B H K, પેન્ટ હાઉસ ફ્લેટ, ત્રીજો માળ, વેદાન્ત હૉસ્પિટલની પાસે, નવરંગપુરા, બ્રોકર. 9265231254 (202, 1497, 347, 1563)
classified-ad: ભાડે આપવાનો છે ફ્લેટ 2 બેડ ફર્નિશ્ડ અંજલિ વાસણા 9925191301 (812, 1847, 957, 1897)
classified-ad: વેચવાનો છે ફ્લેટ, 3 B H K, લક્ઝુરિયસ, 1 કાર પાર્કિંગ સાથે, જૈન દેરાસર નજીક, ઉસ્માનપુરા, આશ્રમ રોડ. 7778044455 (50, 608, 194, 674)
classified-ad: વેચવાનો છે બંગલો 305 વારનો પ્લોટ, 130 વાર બાંધકામ, પ્રિતમનગર સામે, ગુજરાત કોલેજ પાસે, પાલડી (જોલ સમય 10 થી 5) 9825080009 (660, 1104, 804, 1185)
classified-ad: ભાડે આપવાનો છે flat 3 બેડરૂમ હોલ કિચન, Furnished, સેટેલાઈટ ફક્ત ફેમિલી બ્રોકર 9714944233 (1270, 1710, 1416, 1776)
classified-ad: વેચવાનો છે ફ્લેટ ફૂલ્લી ફર્નિશ્ડ, ડેકોરેશન ક્ષ, દેરાસર અને ઉપાશ્રયના સાનિધ્યમાં, અંજલિ ચારરસ્તા, વાસણા 9228345120 (812, 1308, 957, 1374)
subsection-heading: ભાડે આપવાનું છે (359, 1138, 495, 1157)
registration-marks-right (1376, 2253, 1572, 2271)
classified-ad: ભાડે આપવાનો છે બંગલો, 330 વાર, સોમેશ્વર, સેટેલાઈટ. 9227201599 (1270, 667, 1416, 717)
classified-ad: ભાડે આપવાનો છે બંગલો 4 બેડરૂમ પ્રહલાદનગર સેટેલાઈટ. 8141908171 (1270, 1052, 1416, 1102)
classified-columns (46, 248, 1572, 2237)
classified-ad: વેચવાનો છે સ્વતંત્ર બંગલો, જૈન દેરાસર, ઉસ્માનપુરા, આશ્રમરોડ સો- 9426516518 (50, 500, 194, 551)
subsection-heading: વેચવાનું છે (359, 865, 495, 885)
classified-ad: ભાડે આપવાની છે દુકાન, 525 Sq. Ft. ગ્રાઉન્ડ ફ્લોર, અગ્રવાલ કોમ્પ્લેક્ષ, MMની બાજુમાં, સીજી રોડ. 9328258899 (50, 1629, 194, 1695)
classified-ad: ભાડે આપવાનો છે ફ્લેટ 1 B H K, 12/ 3 વીતરાગ સોસાયટી પ્રીતી કોલેજ રોડ પાલડી 9824073111 (812, 731, 957, 781)
classified-ad: વેચવાનો છે ઓફિસ 4633 સ્કેવર ફુટ, આશ્રમરોડ આદિત્ય પ્રોપર્ટી. 8905054254 (50, 447, 194, 497)
classified-ad: વેચવાનો છે, ફ્લેટ 3 B H K, લક્ઝુરિયસ, 1 કાર પાર્કિંગ સાથે, જૈન દેરાસર વાળી બિલ્ડીંગમાં, River front વ્યુ, પંકજ સોસાયટી, પાલડી. 7778044455, 7383317501 (660, 1526, 804, 1623)
classified-ad: વેચાણ આપવાનો છે ફ્લેટ 3 બેડરૂમ 2295 સ્કવેરફીટ cloud-9 આંબાવાડી 9824016592 (355, 1568, 499, 1618)
section-heading: આંબાવાડી (359, 1232, 495, 1256)
classified-ad: વેચવાનો છે. ટેનામેન્ટ 225 વાર, ધરણીધર દેરાસર પાસે, પાલડી. 9904519998. (660, 1050, 804, 1100)
classified-ad: ભાડે આપવાનો છે ફ્લેટ 3 બેડ, જૈનનગર પાલડી. 9824056344, 8866500881 (812, 623, 957, 674)
classified-ad: વેચાણથી જોઈએ છે જગ્યા, 5000 ફૂટ કાર્પેટ, ઓફિસ લાયક, આશ્રમરોડ- 9898445341 (50, 824, 194, 875)
registration-dot (148, 2253, 165, 2271)
registration-dot (173, 2253, 191, 2271)
classified-ad: ભાડે આપવાની છે શોપ પ્રહલાદનગર સેટેલાઈટ સંપર્ક 9824212791 (1270, 1833, 1416, 1883)
classified-ad: ભાડે આપવાની છે ઓફિસ, 830 ફૂટ, ફર્નિશ્ડ, સેટેલાઈટ. 9898445341 (1270, 459, 1416, 509)
classified-ad: વેચવાનો છે બંગલો 500 વાર નવરંગપુરા riva realty 7859853719 (202, 443, 347, 493)
classified-ad: For Sale Bungalow 3 Bed Road Side Satellite 9825752199 (1118, 575, 1262, 625)
classified-ad: વેચાણ જોઈએ છે ફ્લેટ, બંગલો, ટેનામેન્ટ, ધરણીધર, મેમનગર, ચાંદલોડિયા. મો. 9099181278 (812, 452, 957, 502)
classified-ad: વેચવાનો છે. ફ્લેટ, ધરણીધર દેરાસર પાસે, 3 B H K, 1 કાર પાર્કિંગ સાથે, ટેરેસ હક સાથેનો, પહેલો માળનો, પાલડી. 9426631370 (660, 965, 804, 1046)
classified-ad: વેચવાનો છે. પ્લોટ, બંગલા લાયક, 247 ને, સેટેલાઈટ. 9137483179 (1118, 1283, 1262, 1333)
subsection-heading: ભાડે જોઈએ છે (817, 507, 952, 526)
classified-ad: વેચવાનો છે બંગલો, ઓફિસ, 1000 ફૂટ, એલિસબ્રિજ, આશ્રમ રોડ. 9825930185 (50, 746, 194, 797)
masthead-centre (551, 80, 1106, 220)
classified-ad: વેચવાનો છે પ્લોટ સ્વતંત્ર 1000 વાર, 30 ફૂટ રોડ, હોસ્પિટલ ક્લિનિક કોર્પોરેટ હાઉસ લાયક, સીજી રોડ (દલાલ માફ) 9723004774, 7043660602 (50, 1234, 194, 1315)
subsection-heading: ભાડે આપવાનું છે (970, 694, 1105, 714)
classified-ad: વેચવાનો છે ફ્લેટ 3 B H K, 215 વાર, ફૂલ્લી ફર્નિશડ, જૈનનગર, પાલડી. 9427318629 (660, 497, 804, 547)
classified-ad: તાત્કાલિક વેચવાનો છે. ફ્લેટ, 2 B H K, 115 વાર, પ્રેરણાતીર્થ દેરાસરની બાજુમાં, વિદેશ જવાનું હોવાથી, સેટેલાઈટ (દલાલ આવકાર્ય) 9725597257, 7984874311 (1118, 389, 1262, 486)
classified-ad: વેચાણ જોઈએ છે 800- 1500 વાર, પ્લોટ સેટેલાઈટ, પ્રહલાદનગરમાં Star Estate- 9825756600 (1270, 1338, 1416, 1403)
classified-ad: વેચવાનો છે ફ્લેટ, 3 B H K, નહેરુનગર, આંબાવાડી. મો. 9173410860. (355, 1868, 499, 1918)
classified-ad: વેચવાનો છે ફ્લેટ 3 બેડરૂમ ફર્નિશડ 2 શગુન ફ્લેટ પંચશીલ બસ સ્ટેન્ડ પાછળ શાંતિનગર જૈન દેરાસર પાસે ઉસ્માનપુરા આશ્રમરોડ 9016181892 (50, 308, 194, 389)
classified-ad: ભાડે/ વેચાણ જોઈએ છે 3- 4 બેડરૂમ ફ્લેટ સેટેલાઈટ, બેડરૂમ કેમિલી માટે સેટેલાઈટ જોધપુર રીઅલ્ટી. શ્યામલ, માણેકબાગ, Brokar. 9099984699 8160280859. (1270, 1516, 1416, 1613)
subsection-heading: ભાડે આપવાનું છે (54, 879, 190, 899)
classified-ad: વેચવાનો છે ફ્લેટ 2 બેડરૂમ, પહેલા માળે, એલોટેડ પાર્કિંગ, વિનસ પાર્કલેન્ડ વેજલપુર, 9662042317, 9998846217 (965, 362, 1109, 428)
plots-box-item: Suramya 2- 1268 Sq.yd (1119, 790, 1261, 807)
subsection-heading: ભાડે આપવાનું છે (970, 1619, 1105, 1639)
classified-ad: વેચવાનો છે ફ્લેટ 3 બેડરૂમ શ્યામદર્શન પ્રેરણાતીર્થ સેટેલાઈટ બ્રોકર 9426743238 (965, 1904, 1109, 1954)
classified-ad: ભાડે આપવાની છે ઓફિસ 800 Sq. ft. સી. જી. રોડ 8200545859. (50, 1752, 194, 1802)
classified-ad: વેચવાનો છે બંગલો, પ્લોટ 326 વાર બાંધકામ સાથે 300 વાર જીવરાજ પાર્ક. 9924080094 (965, 431, 1109, 481)
subsection-heading: વેચવાનું છે (512, 1788, 647, 1807)
classified-ad: વેચવાની છે ઓફિસ 1700 Sq. Ft., ફૂલ્લી ફર્નિશ, લો ગાર્ડન, એલિસબ્રીજ. ચિરાગભાઈ. 9998825511 (355, 958, 499, 1024)
classified-ad: વેચવાનો છે ટેનામેન્ટ 4 B H K, 2 બાલ્કનું પાલડી 9327482722 9978889959 (660, 1350, 804, 1400)
section-heading: નવરંગપુરા (54, 1808, 190, 1831)
classified-ad: વેચવાનો છે. પેન્ટહાઉસ 300 વાર, પાલડી. 9879795252 (660, 857, 804, 892)
registration-dot (1529, 2253, 1546, 2271)
classified-ad: વેચવાની છે ઓફિસ 470 sq. ft. સિદ્ધિવિનાયક કોમ્પ્લેક્ષ, મકરબા. M- 9998373582 (965, 1564, 1109, 1614)
classified-ad: For Sale 3 Bed Furnished Flat Ambawadi. Contact. 9898703941 (507, 544, 652, 594)
classified-ad: વેચવાનો છે ફ્લેટ 3 B H K, નહેરુનગર, આંબાવાડી. 9429456279, 9429456269 (355, 1922, 499, 1972)
classified-ad: અર્જન્ટ વેચાણ જોઈએ છે. પ્લોટ/ બંગલો 500થી 2000 વાર, હોસ્ટેલ તથા કોર્પોરેટ હાઉસ લાયક, નવરંગપુરા, સીજી રોડ, આંબાવાડી ટેસ્ટ્રા, વસ્ત્રાપુર. 9376260602 (507, 923, 652, 1005)
subsection-heading: જોઈએ છે (54, 1405, 190, 1424)
